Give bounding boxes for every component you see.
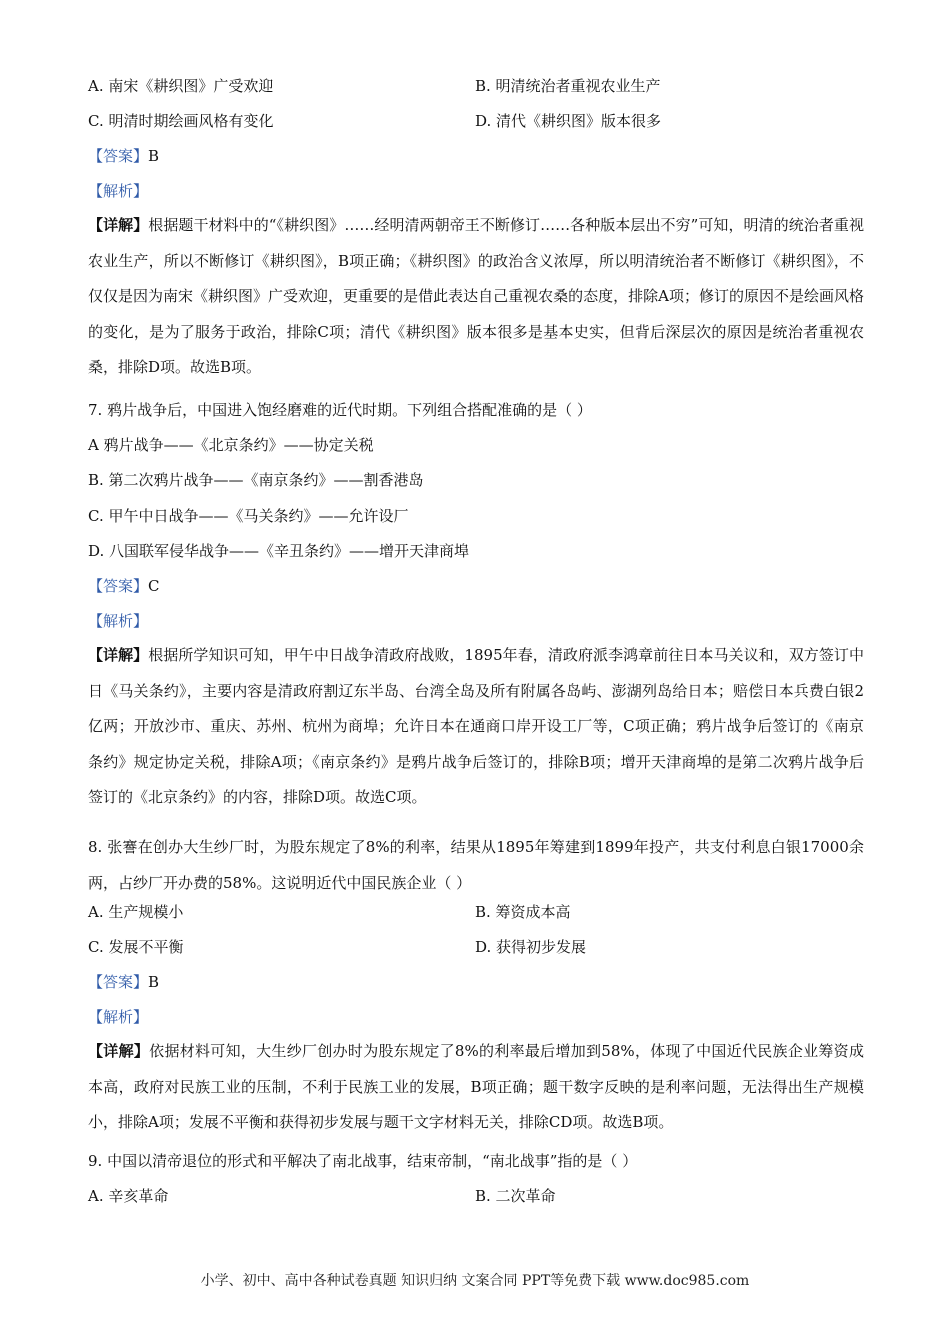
detail-text: 依据材料可知，大生纱厂创办时为股东规定了8%的利率最后增加到58%，体现了中国近代民族企业筹资成本高，政府对民族工业的压制，不利于民族工业的发展，B项正确；题干数字反映的是利率问题，无法得出生产规模小，排除A项；发展不平衡和获得初步发展与题干文字材料无关，排除CD项。故选B项。 [88,1042,864,1131]
q6-option-d: D. 清代《耕织图》版本很多 [475,112,662,130]
q7-answer [88,576,160,596]
q7-option-d: D. 八国联军侵华战争——《辛丑条约》——增开天津商埠 [88,542,470,560]
answer-value: B [148,147,160,165]
q7-detail [88,638,864,816]
answer-value: C [148,577,160,595]
q7-option-c: C. 甲午中日战争——《马关条约》——允许设厂 [88,507,409,525]
q9-stem: 9. 中国以清帝退位的形式和平解决了南北战事，结束帝制，“南北战事”指的是（ ） [88,1152,638,1170]
page-footer: 小学、初中、高中各种试卷真题 知识归纳 文案合同 PPT等免费下载 www.doc985.com [200,1273,750,1289]
q7-analysis-heading [88,611,148,631]
detail-tag: 【详解】 [88,1042,150,1060]
q7-stem: 7. 鸦片战争后，中国进入饱经磨难的近代时期。下列组合搭配准确的是（ ） [88,401,592,419]
q8-option-c: C. 发展不平衡 [88,938,184,956]
analysis-tag: 【解析】 [88,612,149,630]
q9-option-b: B. 二次革命 [475,1187,556,1205]
q7-option-a: A 鸦片战争——《北京条约》——协定关税 [88,436,374,454]
q6-option-c: C. 明清时期绘画风格有变化 [88,112,274,130]
detail-tag: 【详解】 [88,646,149,664]
answer-tag: 【答案】 [88,973,149,991]
q8-analysis-heading [88,1007,148,1027]
q8-stem: 8. 张謇在创办大生纱厂时，为股东规定了8%的利率，结果从1895年筹建到1899年投产，共支付利息白银17000余两，占纱厂开办费的58%。这说明近代中国民族企业（ ） [88,838,864,892]
detail-text: 根据所学知识可知，甲午中日战争清政府战败，1895年春，清政府派李鸿章前往日本马关议和，双方签订中日《马关条约》，主要内容是清政府割辽东半岛、台湾全岛及所有附属各岛屿、澎湖列岛给日本；赔偿日本兵费白银2亿两；开放沙市、重庆、苏州、杭州为商埠；允许日本在通商口岸开设工厂等，C项正确；鸦片战争后签订的《南京条约》规定协定关税，排除A项；《南京条约》是鸦片战争后签订的，排除B项；增开天津商埠的是第二次鸦片战争后签订的《北京条约》的内容，排除D项。故选C项。 [88,646,864,806]
q8-answer [88,972,159,992]
detail-text: 根据题干材料中的“《耕织图》……经明清两朝帝王不断修订……各种版本层出不穷”可知，明清的统治者重视农业生产，所以不断修订《耕织图》，B项正确；《耕织图》的政治含义浓厚，所以明清统治者不断修订《耕织图》，不仅仅是因为南宋《耕织图》广受欢迎，更重要的是借此表达自己重视农桑的态度，排除A项；修订的原因不是绘画风格的变化，是为了服务于政治，排除C项；清代《耕织图》版本很多是基本史实，但背后深层次的原因是统治者重视农桑，排除D项。故选B项。 [88,216,864,376]
q7-option-b: B. 第二次鸦片战争——《南京条约》——割香港岛 [88,471,424,489]
answer-tag: 【答案】 [88,577,149,595]
q8-option-a: A. 生产规模小 [88,903,184,921]
q6-option-a: A. 南宋《耕织图》广受欢迎 [88,77,274,95]
answer-tag: 【答案】 [88,147,149,165]
q6-detail [88,208,864,386]
q9-option-a: A. 辛亥革命 [88,1187,169,1205]
q6-analysis-heading [88,181,148,201]
q6-option-b: B. 明清统治者重视农业生产 [475,77,661,95]
q8-detail [88,1034,864,1141]
q8-option-d: D. 获得初步发展 [475,938,587,956]
detail-tag: 【详解】 [88,216,149,234]
q6-answer [88,146,159,166]
analysis-tag: 【解析】 [88,1008,149,1026]
q8-option-b: B. 筹资成本高 [475,903,571,921]
answer-value: B [148,973,160,991]
analysis-tag: 【解析】 [88,182,149,200]
